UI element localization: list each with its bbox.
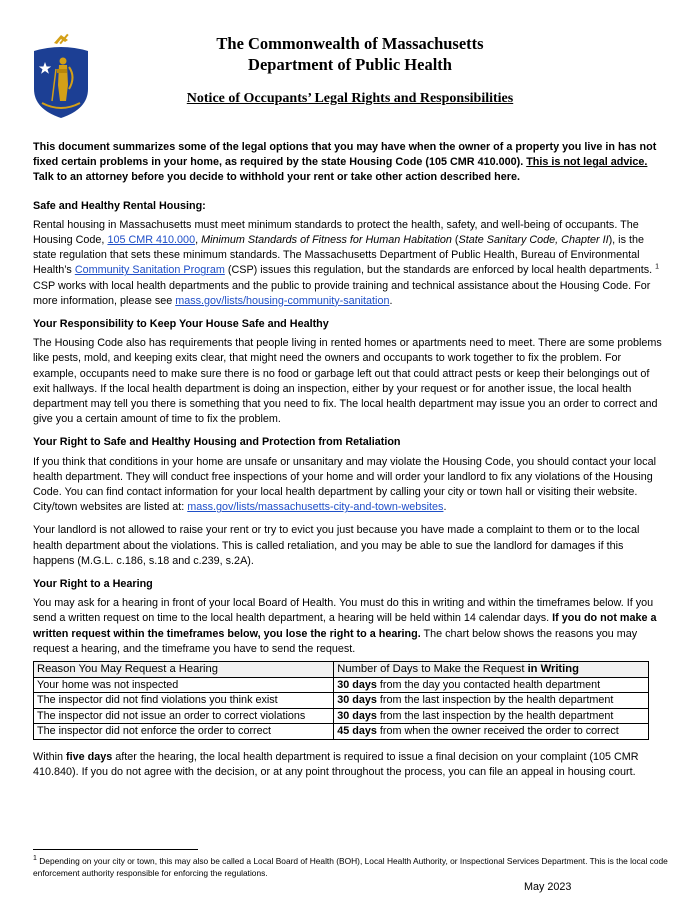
intro-paragraph: This document summarizes some of the legal options that you may have when the owner of a property you live in has not fixed certain problems in your home, as required by the state Housing Code (105 CMR 410.000). This is not legal advice. Talk to an attorney before you decide to withhold your rent or take other action described here. [33,141,657,184]
commonwealth-title: The Commonwealth of Massachusetts [216,34,484,53]
safe-housing-paragraph: Rental housing in Massachusetts must meet minimum standards to protect the health, safety, and well-being of occupants. The Housing Code, 105 CMR 410.000, Minimum Standards of Fitness for Human Habitation (State Sanitary Code, Chapter II), is the state regulation that sets these minimum standards. The Massachusetts Department of Public Health, Bureau of Environmental Health’s Community Sanitation Program (CSP) issues this regulation, but the standards are enforced by local health departments. $^1$ CSP works with local health departments and the public to provide training and technical assistance about the Housing Code. For more information, please see mass.gov/lists/housing-community-sanitation. [33,218,660,307]
housing-sanitation-link[interactable]: mass.gov/lists/housing-community-sanitation [175,294,390,307]
table-cell-reason: The inspector did not enforce the order to correct [34,724,334,740]
footnote-divider [33,849,198,850]
section-heading-responsibility: Your Responsibility to Keep Your House Safe and Healthy [33,318,329,331]
table-cell-days: 30 days from the day you contacted health department [334,677,649,693]
table-header-days: Number of Days to Make the Request in Writing [334,662,649,678]
inspection-paragraph: If you think that conditions in your home are unsafe or unsanitary and may violate the Housing Code, you should contact your local health department. They will conduct free inspections of your home and will order your landlord to fix any violations of the Housing Code. You can find contact information for your local health department by calling your city or town hall or visiting their website. City/town websites are listed at: mass.gov/lists/massachusetts-city-and-town-websites. [33,455,656,514]
section-heading-hearing: Your Right to a Hearing [33,578,153,591]
section-heading-safe-housing: Safe and Healthy Rental Housing: [33,199,206,212]
table-cell-reason: Your home was not inspected [34,677,334,693]
department-title: Department of Public Health [248,55,452,74]
table-cell-days: 30 days from the last inspection by the health department [334,708,649,724]
document-body [33,140,667,788]
hearing-paragraph: You may ask for a hearing in front of your local Board of Health. You must do this in writing and within the timeframes below. If you send a written request on time to the local health department, a hearing will be held within 14 calendar days. If you do not make a written request within the timeframes below, you lose the right to a hearing. The chart below shows the reasons you may request a hearing, and the timeframe you have to send the request. [33,597,657,655]
table-row [34,677,649,693]
table-row [34,693,649,709]
not-legal-advice: This is not legal advice. [526,156,648,169]
table-cell-days: 30 days from the last inspection by the health department [334,693,649,709]
closing-paragraph: Within five days after the hearing, the local health department is required to issue a final decision on your complaint (105 CMR 410.840). If you do not agree with the decision, or at any point throughout the process, you can file an appeal in housing court. [33,750,639,778]
section-heading-retaliation: Your Right to Safe and Healthy Housing and Protection from Retaliation [33,436,401,449]
retaliation-paragraph: Your landlord is not allowed to raise your rent or try to evict you just because you have made a complaint to them or to the local health department about the violations. This is called retaliation, and you may be able to sue the landlord for damages if this happens (M.G.L. c.186, s.18 and c.239, s.2A). [33,524,640,567]
table-header-reason: Reason You May Request a Hearing [34,662,334,678]
footnote-marker: 1 [655,263,660,271]
community-sanitation-link[interactable]: Community Sanitation Program [74,264,225,277]
responsibility-paragraph: The Housing Code also has requirements that people living in rented homes or apartments need to meet. There are some problems like pests, mold, and keeping exits clear, that might need the owners and occupants to work together to fix the problem. For example, occupants need to make sure there is no food or garbage left out that could attract pests or keep their belongings out of exit hallways. If the local health department is doing an inspection, either by your request or for another issue, the local health department may tell you there is something that you need to fix. The local health department may issue you an order to correct and give you a certain amount of time to fix the problem. [33,337,662,426]
table-row [34,724,649,740]
table-cell-reason: The inspector did not find violations you think exist [34,693,334,709]
table-cell-reason: The inspector did not issue an order to correct violations [34,708,334,724]
table-header-row [34,662,649,678]
city-town-websites-link[interactable]: mass.gov/lists/massachusetts-city-and-town-websites [187,501,444,514]
document-date: May 2023 [524,881,572,893]
table-cell-days: 45 days from when the owner received the order to correct [334,724,649,740]
footnote: $^1$ Depending on your city or town, this may also be called a Local Board of Health (BOH), Local Health Authority, or Inspectional Services Department. This is the local code enforcement authority responsible for enforcing the regulations. [33,855,668,878]
massachusetts-seal-icon [30,29,92,120]
cmr-410-link[interactable]: 105 CMR 410.000 [107,234,196,247]
notice-title: Notice of Occupants’ Legal Rights and Responsibilities [186,91,514,106]
table-row [34,708,649,724]
hearing-timeframe-table [33,661,649,740]
